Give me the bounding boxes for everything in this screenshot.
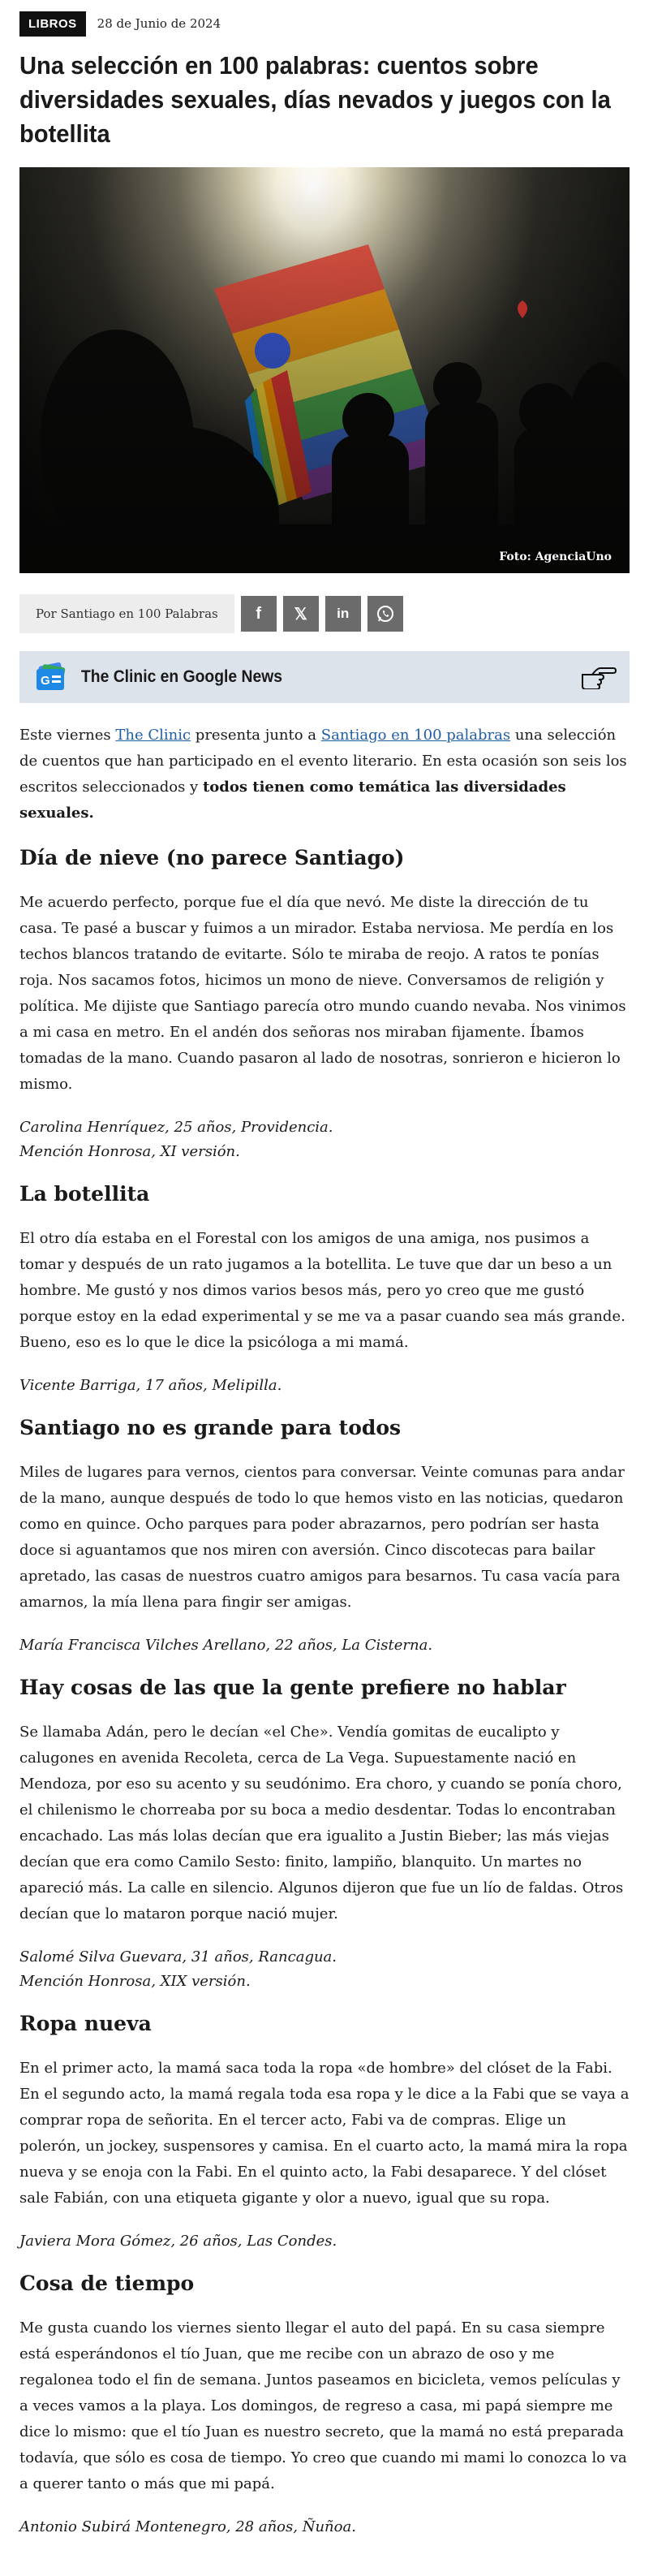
facebook-share-button[interactable] <box>241 596 277 632</box>
story-mention: Mención Honrosa, XI versión. <box>19 1143 240 1160</box>
story-body: El otro día estaba en el Forestal con los amigos de una amiga, nos pusimos a tomar y después de un rato jugamos a la botellita. Le tuve que dar un beso a un hombre. Me gustó y nos dimos varios besos más, pero yo creo que me gustó porque estoy en la edad experimental y se me va a pasar cuando sea más grande. Bueno, eso es lo que le dice la psicóloga a mi mamá. <box>19 1230 625 1351</box>
story-body: Me acuerdo perfecto, porque fue el día que nevó. Me diste la dirección de tu casa. Te pasé a buscar y fuimos a un mirador. Estaba nerviosa. Me perdía en los techos blancos tratando de evitarte. Sólo te miraba de reojo. A ratos te ponías roja. Nos sacamos fotos, hicimos un mono de nieve. Conversamos de religión y política. Me dijiste que Santiago parecía otro mundo cuando nevaba. Nos vinimos a mi casa en metro. En el andén dos señoras nos miraban fijamente. Íbamos tomadas de la mano. Cuando pasaron al lado de nosotras, sonrieron e hicieron lo mismo. <box>19 894 626 1093</box>
publish-date: 28 de Junio de 2024 <box>97 16 221 31</box>
intro-text-2: presenta junto a <box>191 727 321 744</box>
x-share-button[interactable] <box>283 596 319 632</box>
intro-paragraph <box>19 723 630 826</box>
whatsapp-share-button[interactable] <box>367 596 403 632</box>
story-title: Ropa nueva <box>19 2012 152 2035</box>
svg-text:G: G <box>41 674 50 688</box>
story-body: Me gusta cuando los viernes siento llegar el auto del papá. En su casa siempre está esperándonos el tío Juan, que me recibe con un abrazo de oso y me regalonea todo el fin de semana. Juntos paseamos en bicicleta, vemos películas y a veces vamos a la playa. Los domingos, de regreso a casa, mi papá siempre me dice lo mismo: que el tío Juan es nuestro secreto, que la mamá no está preparada todavía, que sólo es cosa de tiempo. Yo creo que cuando mi mami lo conozca lo va a querer tanto o más que mi papá. <box>19 2319 627 2492</box>
story-author: Carolina Henríquez, 25 años, Providencia. <box>19 1119 333 1136</box>
story-mention: Mención Honrosa, XIX versión. <box>19 1973 251 1990</box>
story-body: Se llamaba Adán, pero le decían «el Che». Vendía gomitas de eucalipto y calugones en avenida Recoleta, cerca de La Vega. Supuestamente nació en Mendoza, por eso su acento y su seudónimo. Era choro, y cuando se ponía choro, el chilenismo le chorreaba por su boca a medio desdentar. Todas lo encontraban encachado. Las más lolas decían que era igualito a Justin Bieber; las más viejas decían que era como Camilo Sesto: finito, lampiño, blanquito. Un martes no apareció más. La calle en silencio. Algunos dijeron que fue un lío de faldas. Otros decían que lo mataron porque nació mujer. <box>19 1724 624 1922</box>
hero-image <box>19 167 630 573</box>
article-title: Una selección en 100 palabras: cuentos sobre diversidades sexuales, días nevados y juegos con la botellita <box>19 51 611 148</box>
story-title: La botellita <box>19 1182 150 1206</box>
story-title: Santiago no es grande para todos <box>19 1416 402 1439</box>
story-author: María Francisca Vilches Arellano, 22 años, La Cisterna. <box>19 1637 433 1654</box>
story-author: Vicente Barriga, 17 años, Melipilla. <box>19 1377 282 1394</box>
linkedin-share-button[interactable] <box>325 596 361 632</box>
whatsapp-icon <box>376 604 395 624</box>
story-signature <box>19 1945 630 1994</box>
story-title: Cosa de tiempo <box>19 2272 195 2295</box>
facebook-icon: f <box>256 604 262 623</box>
photo-credit: Foto: AgenciaUno <box>499 550 612 563</box>
intro-text-1: Este viernes <box>19 727 116 744</box>
story-title: Hay cosas de las que la gente prefiere no hablar <box>19 1676 566 1699</box>
santiago-100-palabras-link[interactable]: Santiago en 100 palabras <box>320 727 511 744</box>
story-body: En el primer acto, la mamá saca toda la ropa «de hombre» del clóset de la Fabi. En el segundo acto, la mamá regala toda esa ropa y le dice a la Fabi que se vaya a comprar ropa de señorita. En el tercer acto, Fabi va de compras. Elige un polerón, un jockey, suspensores y camisa. En el cuarto acto, la mamá mira la ropa nueva y se enoja con la Fabi. En el quinto acto, la Fabi desaparece. Y del clóset sale Fabián, con una etiqueta gigante y olor a nuevo, igual que su ropa. <box>19 2060 630 2207</box>
linkedin-icon: in <box>337 606 350 621</box>
story-author: Antonio Subirá Montenegro, 28 años, Ñuñoa. <box>19 2518 356 2535</box>
share-row <box>19 594 630 633</box>
the-clinic-link[interactable]: The Clinic <box>115 727 191 744</box>
google-news-label: The Clinic en Google News <box>81 667 282 686</box>
meta-row <box>19 10 630 37</box>
google-news-banner[interactable] <box>19 651 630 703</box>
pride-parade-photo <box>19 167 630 573</box>
article-body <box>19 723 630 2539</box>
intro-bold: todos tienen como temática las diversidades sexuales. <box>19 779 566 822</box>
pointing-hand-icon <box>581 665 617 689</box>
x-icon: 𝕏 <box>294 605 307 624</box>
story-author: Salomé Silva Guevara, 31 años, Rancagua. <box>19 1948 337 1965</box>
story-author: Javiera Mora Gómez, 26 años, Las Condes. <box>19 2233 337 2250</box>
byline: Por Santiago en 100 Palabras <box>19 594 234 633</box>
category-tag[interactable]: LIBROS <box>19 11 86 37</box>
story-signature <box>19 1115 630 1164</box>
google-news-left <box>32 659 300 695</box>
intro-text-3: una selección de cuentos que han participado en el evento literario. En esta ocasión son seis los escritos seleccionados y <box>19 727 627 796</box>
google-news-icon <box>32 659 68 695</box>
story-title: Día de nieve (no parece Santiago) <box>19 846 405 869</box>
story-body: Miles de lugares para vernos, cientos para conversar. Veinte comunas para andar de la mano, aunque después de todo lo que hemos visto en las noticias, quedaron como en quince. Ocho parques para poder abrazarnos, pero podrían ser hasta doce si aguantamos que nos miren con aversión. Cinco discotecas para bailar apretado, las casas de nuestros cuatro amigos para besarnos. Tu casa vacía para amarnos, la mía llena para fingir ser amigas. <box>19 1464 625 1611</box>
